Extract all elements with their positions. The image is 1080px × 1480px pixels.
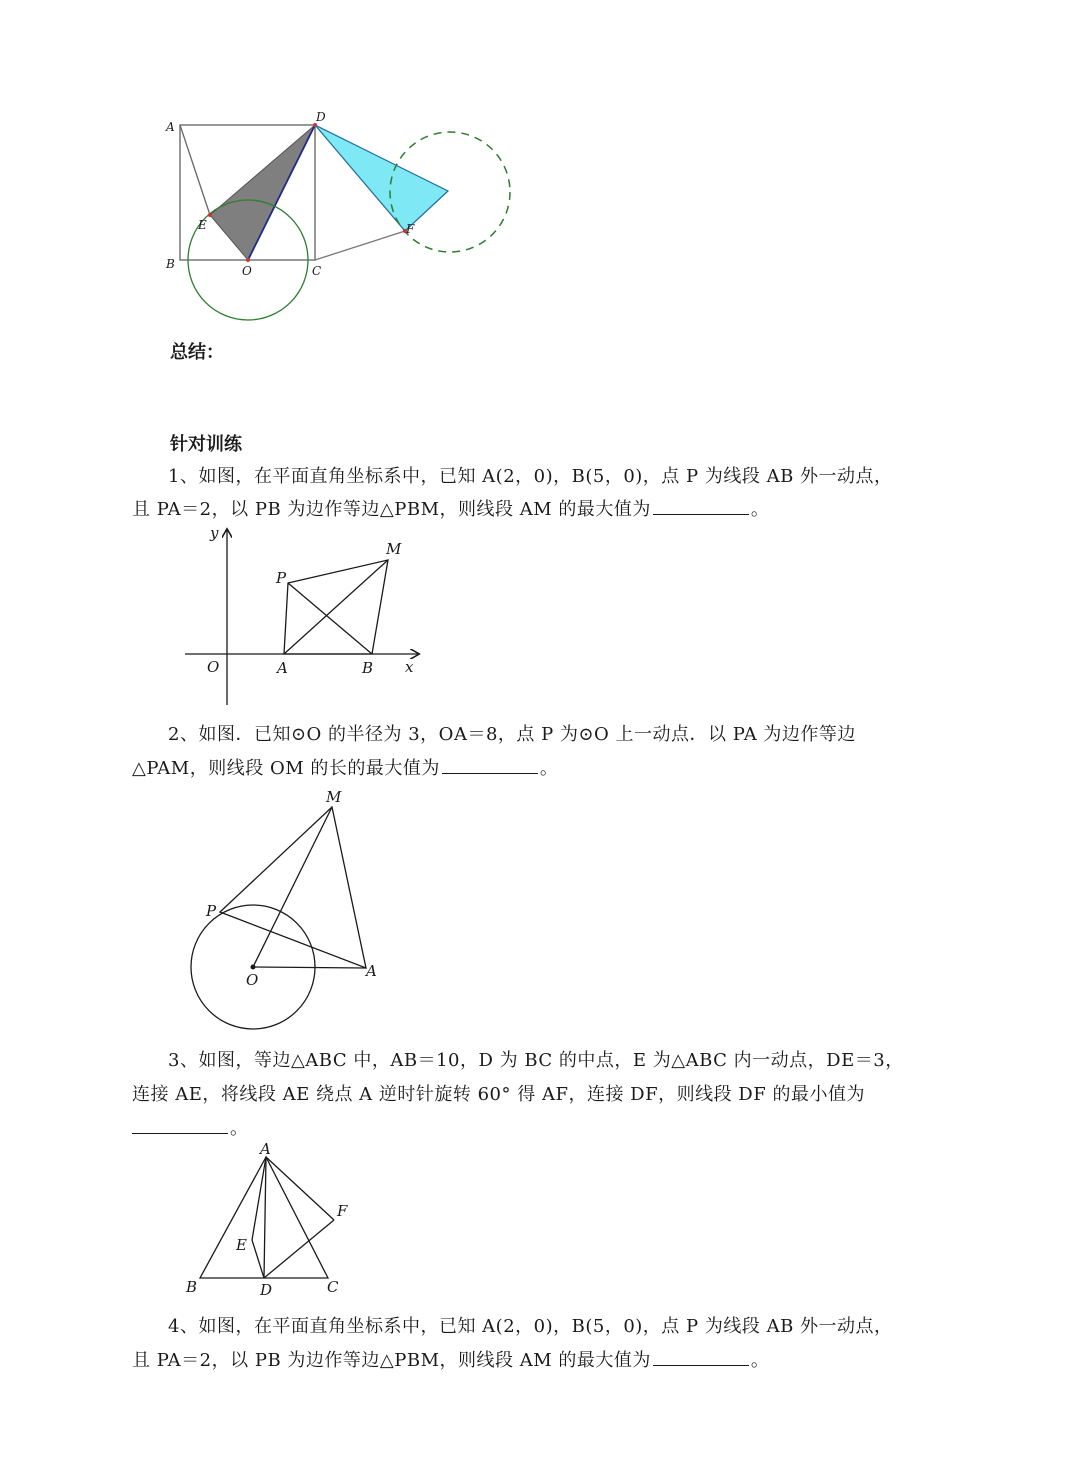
segment-oa [253, 967, 366, 968]
q1-line2-end: 。 [750, 499, 770, 520]
point-e [208, 213, 212, 217]
q4-line2-end: 。 [750, 1350, 770, 1371]
point-o [246, 258, 250, 262]
q1-line1: 1、如图，在平面直角坐标系中，已知 A(2，0)，B(5，0)，点 P 为线段 AB 外一动点， [168, 466, 893, 487]
q1-line2 [132, 495, 769, 521]
q3-label-e: E [236, 1236, 247, 1254]
q4-line1: 4、如图，在平面直角坐标系中，已知 A(2，0)，B(5，0)，点 P 为线段 AB 外一动点， [168, 1316, 893, 1337]
q3-label-a: A [260, 1140, 271, 1158]
label-d: D [316, 110, 326, 124]
q4-line2-text: 且 PA＝2，以 PB 为边作等边△PBM，则线段 AM 的最大值为 [132, 1350, 651, 1371]
q2-line2-end: 。 [539, 758, 559, 779]
q2-line1: 2、如图．已知⊙O 的半径为 3，OA＝8，点 P 为⊙O 上一动点．以 PA 为边作等边 [168, 724, 856, 745]
segment-cf [315, 231, 405, 260]
q1-label-o: O [207, 658, 220, 676]
q3-line3-end: 。 [230, 1118, 249, 1139]
segment-ed [252, 1240, 264, 1278]
q2-label-p: P [206, 902, 217, 920]
figure-square-circles [160, 105, 530, 335]
q1-answer-blank[interactable] [653, 500, 749, 515]
q4-answer-blank[interactable] [653, 1351, 749, 1366]
q3-label-d: D [260, 1281, 273, 1299]
center-o [251, 965, 256, 970]
figure-q2-circle-triangle [180, 785, 400, 1035]
q3-line1: 3、如图，等边△ABC 中，AB＝10，D 为 BC 的中点，E 为△ABC 内一动点，DE＝3， [168, 1050, 904, 1071]
q3-label-f: F [337, 1202, 348, 1220]
segment-ae [180, 125, 210, 215]
q4-line2 [132, 1346, 769, 1372]
q3-line2: 连接 AE，将线段 AE 绕点 A 逆时针旋转 60° 得 AF，连接 DF，则线段 DF 的最小值为 [132, 1084, 865, 1105]
label-c: C [312, 264, 322, 278]
gray-triangle-deo [210, 125, 315, 260]
figure-q3-equilateral [180, 1140, 370, 1300]
q2-answer-blank[interactable] [442, 759, 538, 774]
segment-pb [288, 583, 372, 654]
q3-label-c: C [327, 1278, 339, 1296]
q1-label-b: B [362, 659, 374, 677]
q1-label-a: A [277, 659, 288, 677]
q2-line2 [132, 754, 558, 780]
label-a: A [166, 120, 175, 134]
q3-line3 [132, 1114, 249, 1140]
label-e: E [198, 218, 207, 232]
triangle-pam [220, 807, 366, 968]
figure-q1-coordinate [180, 520, 430, 710]
q2-line2-text: △PAM，则线段 OM 的长的最大值为 [132, 758, 440, 779]
q1-line2-text: 且 PA＝2，以 PB 为边作等边△PBM，则线段 AM 的最大值为 [132, 499, 651, 520]
label-o: O [242, 264, 252, 278]
segment-am [284, 560, 388, 654]
training-title: 针对训练 [170, 434, 242, 455]
q1-label-y: y [210, 524, 219, 542]
q2-label-a: A [366, 962, 377, 980]
q2-label-o: O [246, 971, 259, 989]
label-f: F [406, 222, 415, 236]
q1-label-x: x [405, 658, 414, 676]
segment-ad [264, 1157, 266, 1278]
segment-af [266, 1157, 334, 1220]
label-b: B [166, 257, 175, 271]
q1-label-m: M [386, 540, 402, 558]
segment-om [253, 807, 332, 967]
q1-label-p: P [276, 569, 287, 587]
q3-answer-blank[interactable] [132, 1119, 228, 1134]
summary-label: 总结： [170, 342, 224, 363]
q3-label-b: B [186, 1278, 198, 1296]
q2-label-m: M [326, 788, 342, 806]
cyan-triangle [315, 125, 448, 231]
